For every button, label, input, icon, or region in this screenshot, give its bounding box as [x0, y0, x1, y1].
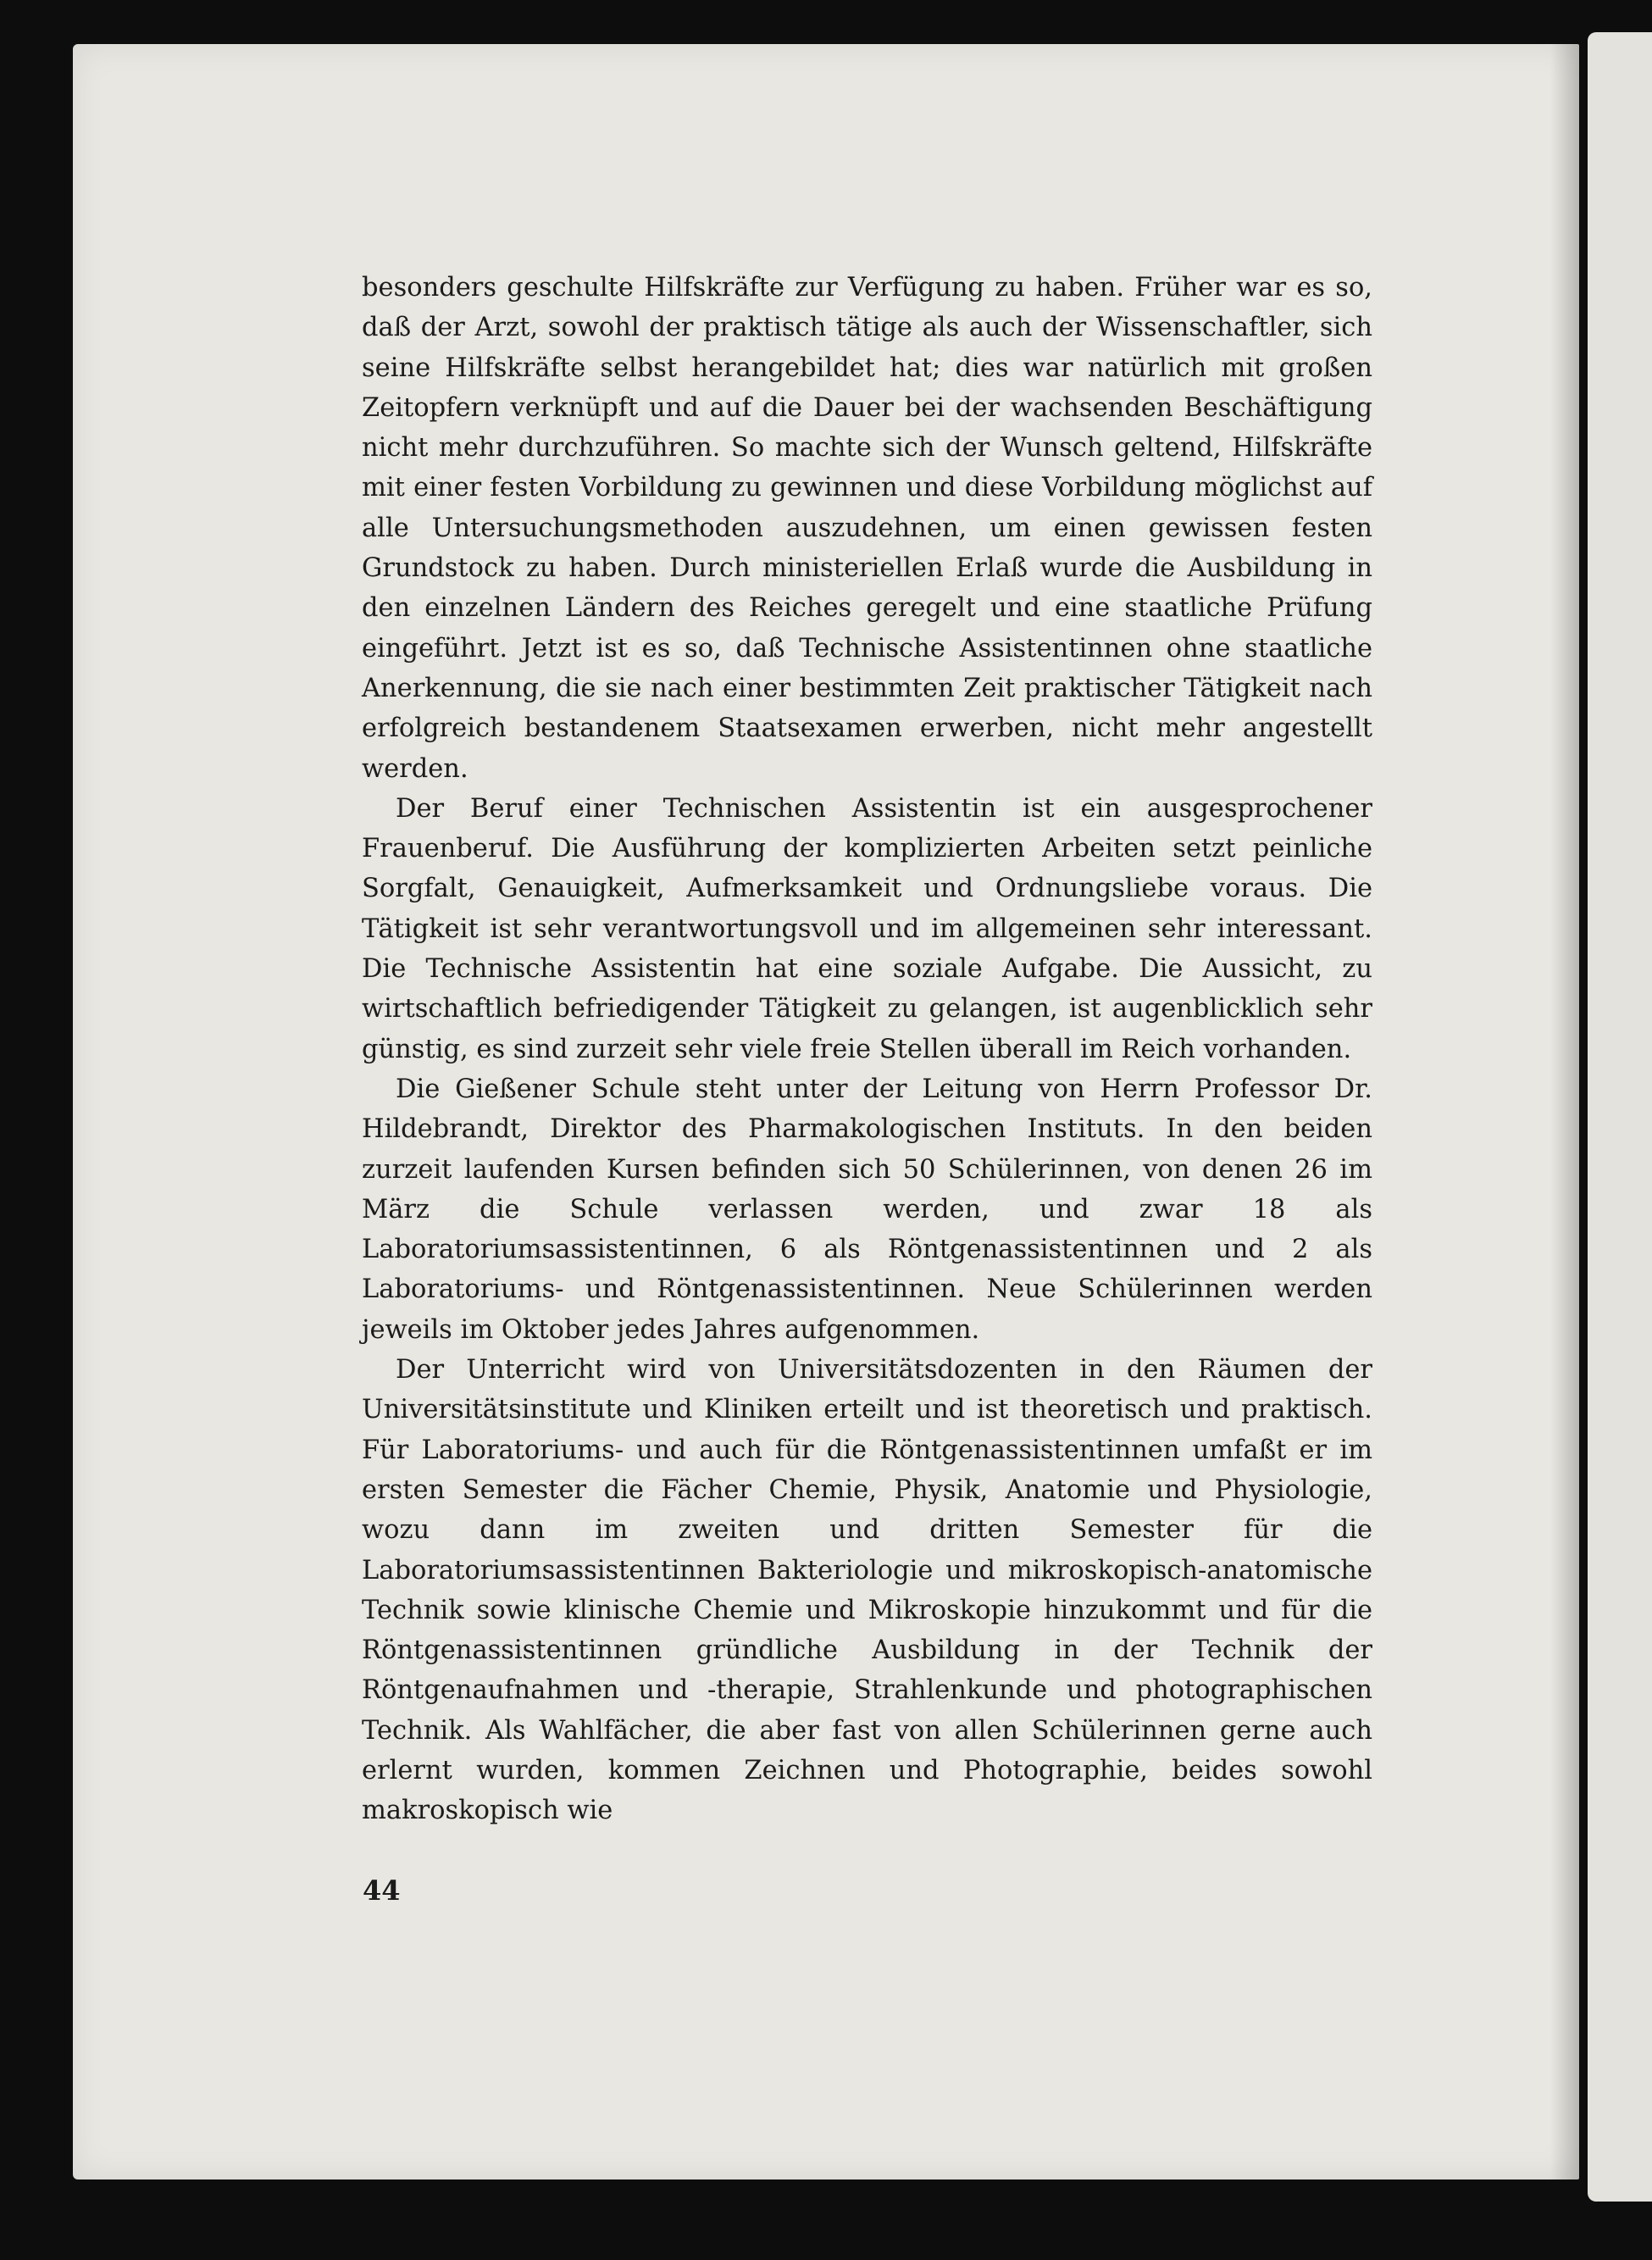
- paragraph-4: Der Unterricht wird von Universitätsdozenten in den Räumen der Universitätsinstitute und Kliniken erteilt und ist theoretisch und praktisch. Für Laboratoriums- und auch für die Röntgenassistentinnen umfaßt er im ersten Semester die Fächer Chemie, Physik, Anatomie und Physiologie, wozu dann im zweiten und dritten Semester für die Laboratoriumsassistentinnen Bakteriologie und mikroskopisch-anatomische Technik sowie klinische Chemie und Mikroskopie hinzukommt und für die Röntgenassistentinnen gründliche Ausbildung in der Technik der Röntgenaufnahmen und -therapie, Strahlenkunde und photographischen Technik. Als Wahlfächer, die aber fast von allen Schülerinnen gerne auch erlernt wurden, kommen Zeichnen und Photographie, beides sowohl makroskopisch wie: [362, 1355, 1372, 1826]
- body-text: [362, 268, 1372, 1831]
- facing-page-edge: [1588, 32, 1652, 2202]
- page-number: 44: [363, 1874, 401, 1907]
- paragraph-1: besonders geschulte Hilfskräfte zur Verfügung zu haben. Früher war es so, daß der Arzt, sowohl der praktisch tätige als auch der Wissenschaftler, sich seine Hilfskräfte selbst herangebildet hat; dies war natürlich mit großen Zeitopfern verknüpft und auf die Dauer bei der wachsenden Beschäftigung nicht mehr durchzuführen. So machte sich der Wunsch geltend, Hilfskräfte mit einer festen Vorbildung zu gewinnen und diese Vorbildung möglichst auf alle Untersuchungsmethoden auszudehnen, um einen gewissen festen Grundstock zu haben. Durch ministeriellen Erlaß wurde die Ausbildung in den einzelnen Ländern des Reiches geregelt und eine staatliche Prüfung eingeführt. Jetzt ist es so, daß Technische Assistentinnen ohne staatliche Anerkennung, die sie nach einer bestimmten Zeit praktischer Tätigkeit nach erfolgreich bestandenem Staatsexamen erwerben, nicht mehr angestellt werden.: [362, 273, 1372, 784]
- gutter-shadow: [1550, 44, 1579, 2179]
- paragraph-2: Der Beruf einer Technischen Assistentin ist ein ausgesprochener Frauenberuf. Die Ausführung der komplizierten Arbeiten setzt peinliche Sorgfalt, Genauigkeit, Aufmerksamkeit und Ordnungsliebe voraus. Die Tätigkeit ist sehr verantwortungsvoll und im allgemeinen sehr interessant. Die Technische Assistentin hat eine soziale Aufgabe. Die Aussicht, zu wirtschaftlich befriedigender Tätigkeit zu gelangen, ist augenblicklich sehr günstig, es sind zurzeit sehr viele freie Stellen überall im Reich vorhanden.: [362, 793, 1372, 1064]
- paragraph-3: Die Gießener Schule steht unter der Leitung von Herrn Professor Dr. Hildebrandt, Direktor des Pharmakologischen Instituts. In den beiden zurzeit laufenden Kursen befinden sich 50 Schülerinnen, von denen 26 im März die Schule verlassen werden, und zwar 18 als Laboratoriumsassistentinnen, 6 als Röntgenassistentinnen und 2 als Laboratoriums- und Röntgenassistentinnen. Neue Schülerinnen werden jeweils im Oktober jedes Jahres aufgenommen.: [362, 1074, 1372, 1345]
